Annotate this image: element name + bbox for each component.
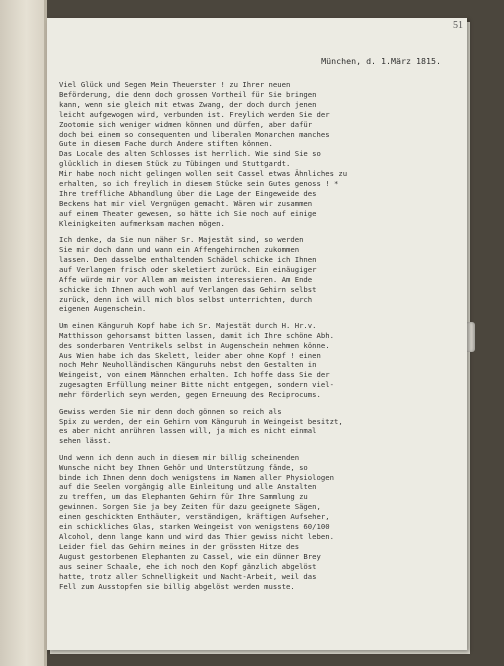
text-line: Leider fiel das Gehirn meines in der grössten Hitze des xyxy=(59,541,300,551)
text-line: noch Mehr Neuholländischen Känguruhs nebst den Gestalten in xyxy=(59,360,317,370)
text-line: auf Verlangen frisch oder skeletiert zurück. Ein einäugiger xyxy=(59,264,317,274)
text-line: kann, wenn sie gleich mit etwas Zwang, der doch durch jenen xyxy=(59,99,317,109)
letter-paragraph xyxy=(59,80,453,229)
text-line: zu treffen, um das Elephanten Gehirn für Ihre Sammlung zu xyxy=(59,492,308,502)
text-line: Ich denke, da Sie nun näher Sr. Majestät sind, so werden xyxy=(59,235,304,245)
text-line: auf einem Theater gewesen, so hätte ich Sie noch auf einige xyxy=(59,208,317,218)
text-line: Gewiss werden Sie mir denn doch gönnen so reich als xyxy=(59,406,282,416)
text-line: Mir habe noch nicht gelingen wollen seit Cassel etwas Ähnliches zu xyxy=(59,169,348,179)
text-line: Und wenn ich denn auch in diesem mir billig scheinenden xyxy=(59,452,300,462)
text-line: Weingeist, von einem Männchen erhalten. Ich hoffe dass Sie der xyxy=(59,370,330,380)
text-line: doch bei einem so consequenten und liberalen Monarchen manches xyxy=(59,129,330,139)
text-line: mehr förderlich seyn werden, gegen Erneuung des Reciprocums. xyxy=(59,390,321,400)
text-line: Fell zum Ausstopfen sie billig abgelöst werden musste. xyxy=(59,581,295,591)
binder-spine xyxy=(0,0,44,666)
letter-page xyxy=(47,18,467,650)
text-line: Um einen Känguruh Kopf habe ich Sr. Majestät durch H. Hr.v. xyxy=(59,320,317,330)
text-line: Beckens hat mir viel Vergnügen gemacht. Wären wir zusammen xyxy=(59,198,313,208)
text-line: binde ich Ihnen denn doch wenigstens im Namen aller Physiologen xyxy=(59,472,334,482)
text-line: August gestorbenen Elephanten zu Cassel, wie ein dünner Brey xyxy=(59,551,321,561)
text-line: schicke ich Ihnen auch wohl auf Verlangen das Gehirn selbst xyxy=(59,284,317,294)
letter-paragraph xyxy=(59,453,453,592)
text-line: eigenen Augenschein. xyxy=(59,304,147,314)
text-line: einen geschickten Enthäuter, verständigen, kräftigen Aufseher, xyxy=(59,512,330,522)
letter-paragraph xyxy=(59,235,453,314)
text-line: zugesagten Erfüllung meiner Bitte nicht entgegen, sondern viel- xyxy=(59,380,334,390)
letter-paragraph xyxy=(59,321,453,400)
text-line: ein schickliches Glas, starken Weingeist von wenigstens 60/100 xyxy=(59,522,330,532)
text-line: erhalten, so ich freylich in diesem Stücke sein Gutes genoss ! * xyxy=(59,179,339,189)
text-line: glücklich in diesem Stück zu Tübingen und Stuttgardt. xyxy=(59,159,291,169)
text-line: leicht aufgewogen wird, verbunden ist. Freylich werden Sie der xyxy=(59,109,330,119)
text-line: es aber nicht anrühren lassen will, ja mich es nicht einmal xyxy=(59,426,317,436)
text-line: Kleinigkeiten aufmerksam machen mögen. xyxy=(59,218,225,228)
text-line: sehen lässt. xyxy=(59,436,112,446)
text-line: Ihre treffliche Abhandlung über die Lage der Eingeweide des xyxy=(59,188,317,198)
letter-body xyxy=(59,80,453,598)
text-line: Sie mir doch dann und wann ein Affengehirnchen zukommen xyxy=(59,245,300,254)
text-line: Aus Wien habe ich das Skelett, leider aber ohne Kopf ! einen xyxy=(59,350,321,360)
text-line: lassen. Den dasselbe enthaltenden Schädel schicke ich Ihnen xyxy=(59,254,317,264)
text-line: Matthisson gehorsamst bitten lassen, damit ich Ihre schöne Abh. xyxy=(59,330,334,340)
text-line: auf die Seelen vorgängig alle Einleitung und alle Anstalten xyxy=(59,482,317,492)
text-line: Viel Glück und Segen Mein Theuerster ! zu Ihrer neuen xyxy=(59,80,291,89)
page-number: 51 xyxy=(453,20,463,31)
text-line: hatte, trotz aller Schnelligkeit und Nacht-Arbeit, weil das xyxy=(59,571,317,581)
text-line: aus seiner Schaale, ehe ich noch den Kopf gänzlich abgelöst xyxy=(59,561,317,571)
text-line: Das Locale des alten Schlosses ist herrlich. Wie sind Sie so xyxy=(59,149,321,159)
text-line: Wunsche nicht bey Ihnen Gehör und Unterstützung fände, so xyxy=(59,462,308,472)
letter-dateline: München, d. 1.März 1815. xyxy=(321,56,441,66)
text-line: Beförderung, die denn doch grossen Vortheil für Sie bringen xyxy=(59,89,317,99)
text-line: gewinnen. Sorgen Sie ja bey Zeiten für dazu geeignete Sägen, xyxy=(59,502,321,512)
text-line: des sonderbaren Ventrikels selbst in Augenschein nehmen könne. xyxy=(59,340,330,350)
text-line: Gute in diesem Fache durch Andere stiften können. xyxy=(59,139,273,149)
letter-paragraph xyxy=(59,407,453,447)
text-line: zurück, denn ich will mich blos selbst unterrichten, durch xyxy=(59,294,313,304)
text-line: Alcohol, denn lange kann und wird das Thier gewiss nicht leben. xyxy=(59,531,334,541)
text-line: Spix zu werden, der ein Gehirn vom Känguruh in Weingeist besitzt, xyxy=(59,416,343,426)
text-line: Zootomie sich weniger widmen können und dürfen, aber dafür xyxy=(59,119,313,129)
text-line: Affe würde mir vor Allem am meisten interessieren. Am Ende xyxy=(59,274,313,284)
